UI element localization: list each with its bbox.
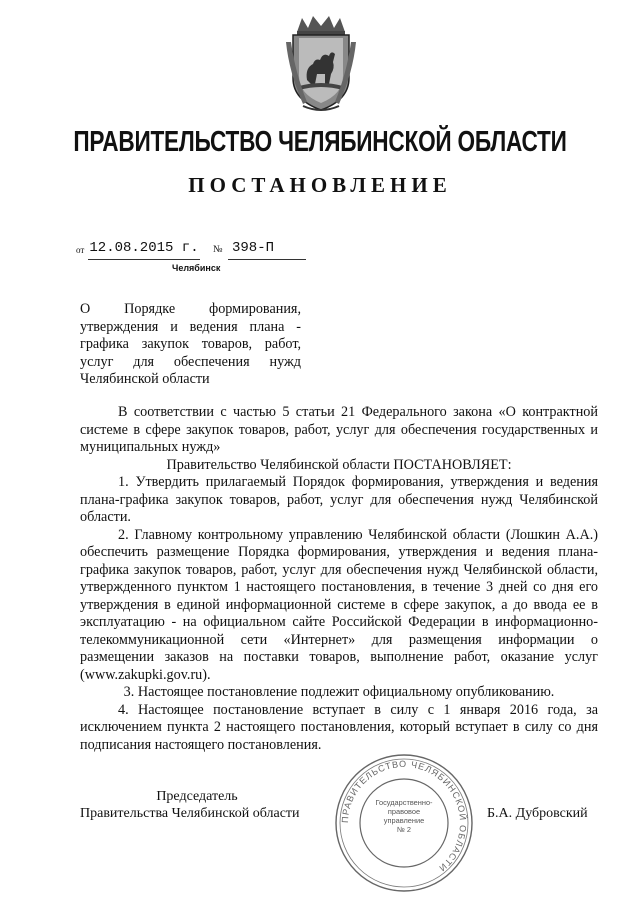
position-line: Правительства Челябинской области [80, 806, 300, 821]
document-type: ПОСТАНОВЛЕНИЕ [188, 173, 452, 197]
document-date: 12.08.2015 г. [88, 240, 200, 260]
position-line: Председатель [156, 789, 238, 804]
issue-city: Челябинск [172, 263, 221, 273]
subject-line: услуг для обеспечения нужд [80, 353, 301, 370]
seal-line: № 2 [396, 825, 412, 834]
item-paragraph: 1. Утвердить прилагаемый Порядок формирования, утверждения и ведения плана-графика закупок товаров, работ, услуг для обеспечения нужд Челябинской области. [80, 474, 598, 525]
seal-line: управление [383, 816, 425, 825]
government-title: ПРАВИТЕЛЬСТВО ЧЕЛЯБИНСКОЙ ОБЛАСТИ [73, 126, 567, 158]
preamble-paragraph: В соответствии с частью 5 статьи 21 Федерального закона «О контрактной системе в сфере закупок товаров, работ, услуг для обеспечения государственных и муниципальных нужд» [80, 404, 598, 455]
document-body [80, 404, 598, 754]
subject-line: О Порядке формирования, [80, 301, 301, 317]
item-paragraph: 2. Главному контрольному управлению Челябинской области (Лошкин А.А.) обеспечить размещение Порядка формирования, утверждения и ведения плана-графика закупок товаров, работ, услуг для обеспечения нужд Челябинской области, утвержденного пунктом 1 настоящего постановления, в течение 3 дней со дня его утверждения в единой информационной системе в сфере закупок, а до ввода ее в эксплуатацию - на официальном сайте Российской Федерации в информационно-телекоммуникационной сети «Интернет» для размещения информации о размещении заказов на поставки товаров, выполнение работ, оказание услуг (www.zakupki.gov.ru). [80, 526, 598, 683]
subject-line: графика закупок товаров, работ, [80, 336, 301, 353]
seal-line: Государственно- [375, 798, 433, 807]
seal-outer-text: ПРАВИТЕЛЬСТВО ЧЕЛЯБИНСКОЙ ОБЛАСТИ [339, 758, 469, 874]
document-number: 398-П [228, 240, 306, 260]
item-paragraph: 4. Настоящее постановление вступает в силу с 1 января 2016 года, за исключением пункта 2 настоящего постановления, который вступает в силу со дня подписания настоящего постановления. [80, 701, 598, 753]
official-seal-stamp [333, 752, 475, 894]
seal-inner-text [369, 798, 439, 834]
item-paragraph: 3. Настоящее постановление подлежит официальному опубликованию. [123, 684, 555, 700]
decree-line: Правительство Челябинской области ПОСТАНОВЛЯЕТ: [166, 456, 512, 473]
date-prefix: от [76, 245, 85, 255]
number-label: № [213, 244, 223, 255]
document-subject [80, 301, 301, 389]
subject-line: утверждения и ведения плана - [80, 318, 301, 335]
seal-line: правовое [387, 807, 421, 816]
chelyabinsk-coat-of-arms-icon [283, 12, 359, 116]
signatory-name: Б.А. Дубровский [487, 806, 588, 821]
signatory-position [80, 788, 330, 822]
subject-line: Челябинской области [80, 371, 210, 388]
